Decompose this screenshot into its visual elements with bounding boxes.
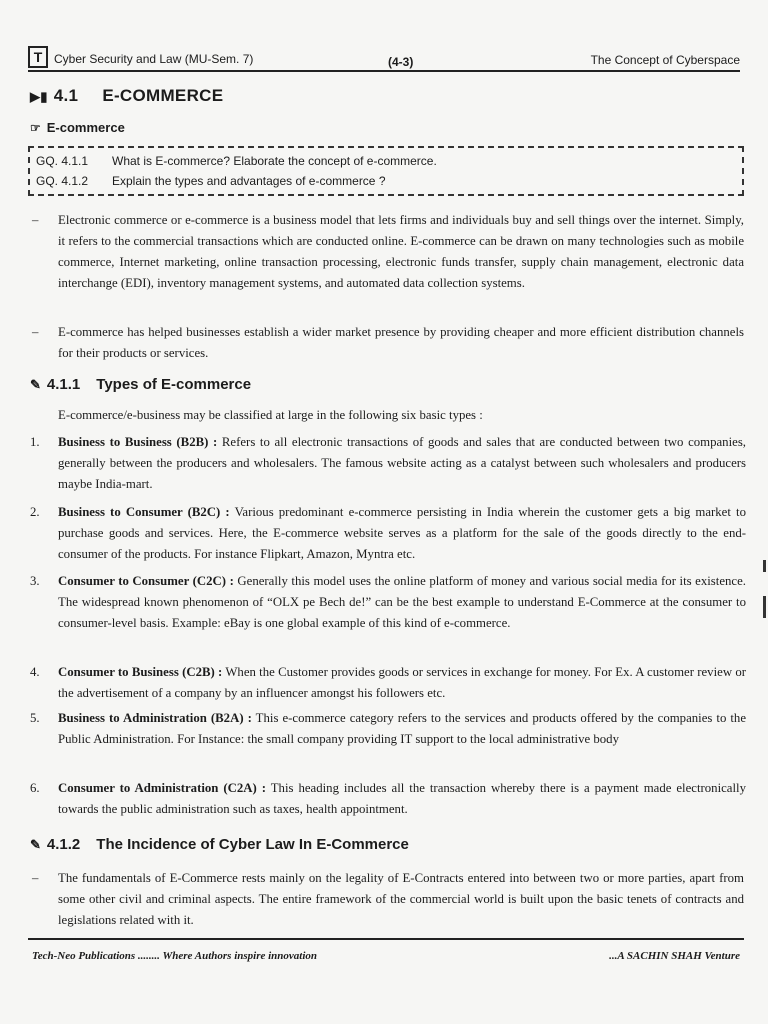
item-term: Consumer to Administration (C2A) : — [58, 781, 267, 795]
item-term: Consumer to Consumer (C2C) : — [58, 574, 234, 588]
types-title: Types of E-commerce — [96, 376, 252, 393]
item-term: Business to Consumer (B2C) : — [58, 505, 230, 519]
item-number: 1. — [30, 435, 40, 449]
section-arrow-icon: ▶▮ — [30, 89, 48, 104]
question-text: Explain the types and advantages of e-commerce ? — [112, 174, 386, 188]
paragraph-text: The fundamentals of E-Commerce rests mainly on the legality of E-Contracts entered into between two or more parties, apart from some other civil and criminal aspects. The entire framework of the commercial world is built upon the basic tenets of contracts and legislations related with it. — [58, 871, 744, 927]
question-code: GQ. 4.1.1 — [36, 154, 89, 168]
page-footer — [28, 938, 744, 970]
footer-venture: ...A SACHIN SHAH Venture — [609, 950, 740, 962]
item-term: Business to Administration (B2A) : — [58, 711, 252, 725]
paragraph-text: Electronic commerce or e-commerce is a business model that lets firms and individuals buy and sell things over the internet. Simply, it refers to the commercial transactions which are conducted online. E-commerce can be drawn on many technologies such as mobile commerce, Internet marketing, online transaction processing, electronic funds transfer, supply chain management, electronic data interchange (EDI), inventory management systems, and automated data collection systems. — [58, 213, 744, 290]
dash-bullet: – — [32, 325, 39, 339]
header-chapter-title: The Concept of Cyberspace — [590, 53, 740, 67]
dash-bullet: – — [32, 871, 39, 885]
item-text: When the Customer provides goods or services in exchange for money. For Ex. A customer review or the advertisement of a company by an influencer amongst his followers etc. — [58, 665, 746, 700]
incidence-number: 4.1.2 — [46, 836, 81, 853]
margin-mark — [763, 596, 766, 618]
item-term: Business to Business (B2B) : — [58, 435, 218, 449]
question-code: GQ. 4.1.2 — [36, 174, 89, 188]
item-number: 5. — [30, 711, 40, 725]
dash-bullet: – — [32, 213, 39, 227]
item-text: This e-commerce category refers to the services and products offered by the companies to the Public Administration. For Instance: the small company providing IT support to the local administrative body — [58, 711, 746, 746]
subsection-title: E-commerce — [46, 120, 125, 135]
question-row — [36, 154, 437, 168]
item-number: 4. — [30, 665, 40, 679]
item-text: Refers to all electronic transactions of goods and sales that are conducted between two companies, generally between the producers and wholesalers. The famous website acting as a catalyst between such wholesalers and producers maybe India-mart. — [58, 435, 746, 491]
types-number: 4.1.1 — [46, 376, 81, 393]
margin-mark — [763, 560, 766, 572]
item-number: 3. — [30, 574, 40, 588]
types-heading — [30, 376, 251, 393]
incidence-heading — [30, 836, 409, 853]
question-box — [28, 146, 744, 196]
pencil-icon: ✎ — [30, 377, 41, 392]
item-text: Various predominant e-commerce persisting in India wherein the customer gets a big market to purchase goods and services. Here, the E-commerce website serves as a platform for the sale of the goods directly to the end-consumer of the products. For instance Flipkart, Amazon, Myntra etc. — [58, 505, 746, 561]
footer-publisher: Tech-Neo Publications ........ Where Authors inspire innovation — [32, 950, 318, 962]
subsection-heading — [30, 120, 125, 135]
question-row — [36, 174, 386, 188]
incidence-title: The Incidence of Cyber Law In E-Commerce — [96, 836, 409, 853]
types-intro: E-commerce/e-business may be classified at large in the following six basic types : — [58, 408, 483, 422]
page-header — [28, 40, 740, 72]
item-text: This heading includes all the transaction whereby there is a payment made electronically towards the public administration such as taxes, health appointment. — [58, 781, 746, 816]
paragraph-text: E-commerce has helped businesses establish a wider market presence by providing cheaper and more efficient distribution channels for their products or services. — [58, 325, 744, 360]
pencil-icon: ✎ — [30, 837, 41, 852]
item-number: 6. — [30, 781, 40, 795]
header-book-title: Cyber Security and Law (MU-Sem. 7) — [54, 52, 254, 66]
publisher-logo: T — [28, 46, 48, 68]
question-text: What is E-commerce? Elaborate the concept of e-commerce. — [112, 154, 437, 168]
section-heading — [30, 86, 223, 106]
item-number: 2. — [30, 505, 40, 519]
section-number: 4.1 — [53, 86, 79, 105]
item-term: Consumer to Business (C2B) : — [58, 665, 223, 679]
pointing-hand-icon: ☞ — [30, 121, 41, 135]
section-title: E-COMMERCE — [102, 86, 224, 105]
item-text: Generally this model uses the online platform of money and various social media for its existence. The widespread known phenomenon of “OLX pe Bech de!” can be the best example to understand E-Commerce at the consumer to consumer-level basis. Example: eBay is one global example of this kind of e-commerce. — [58, 574, 746, 630]
header-page-number: (4-3) — [388, 55, 414, 69]
